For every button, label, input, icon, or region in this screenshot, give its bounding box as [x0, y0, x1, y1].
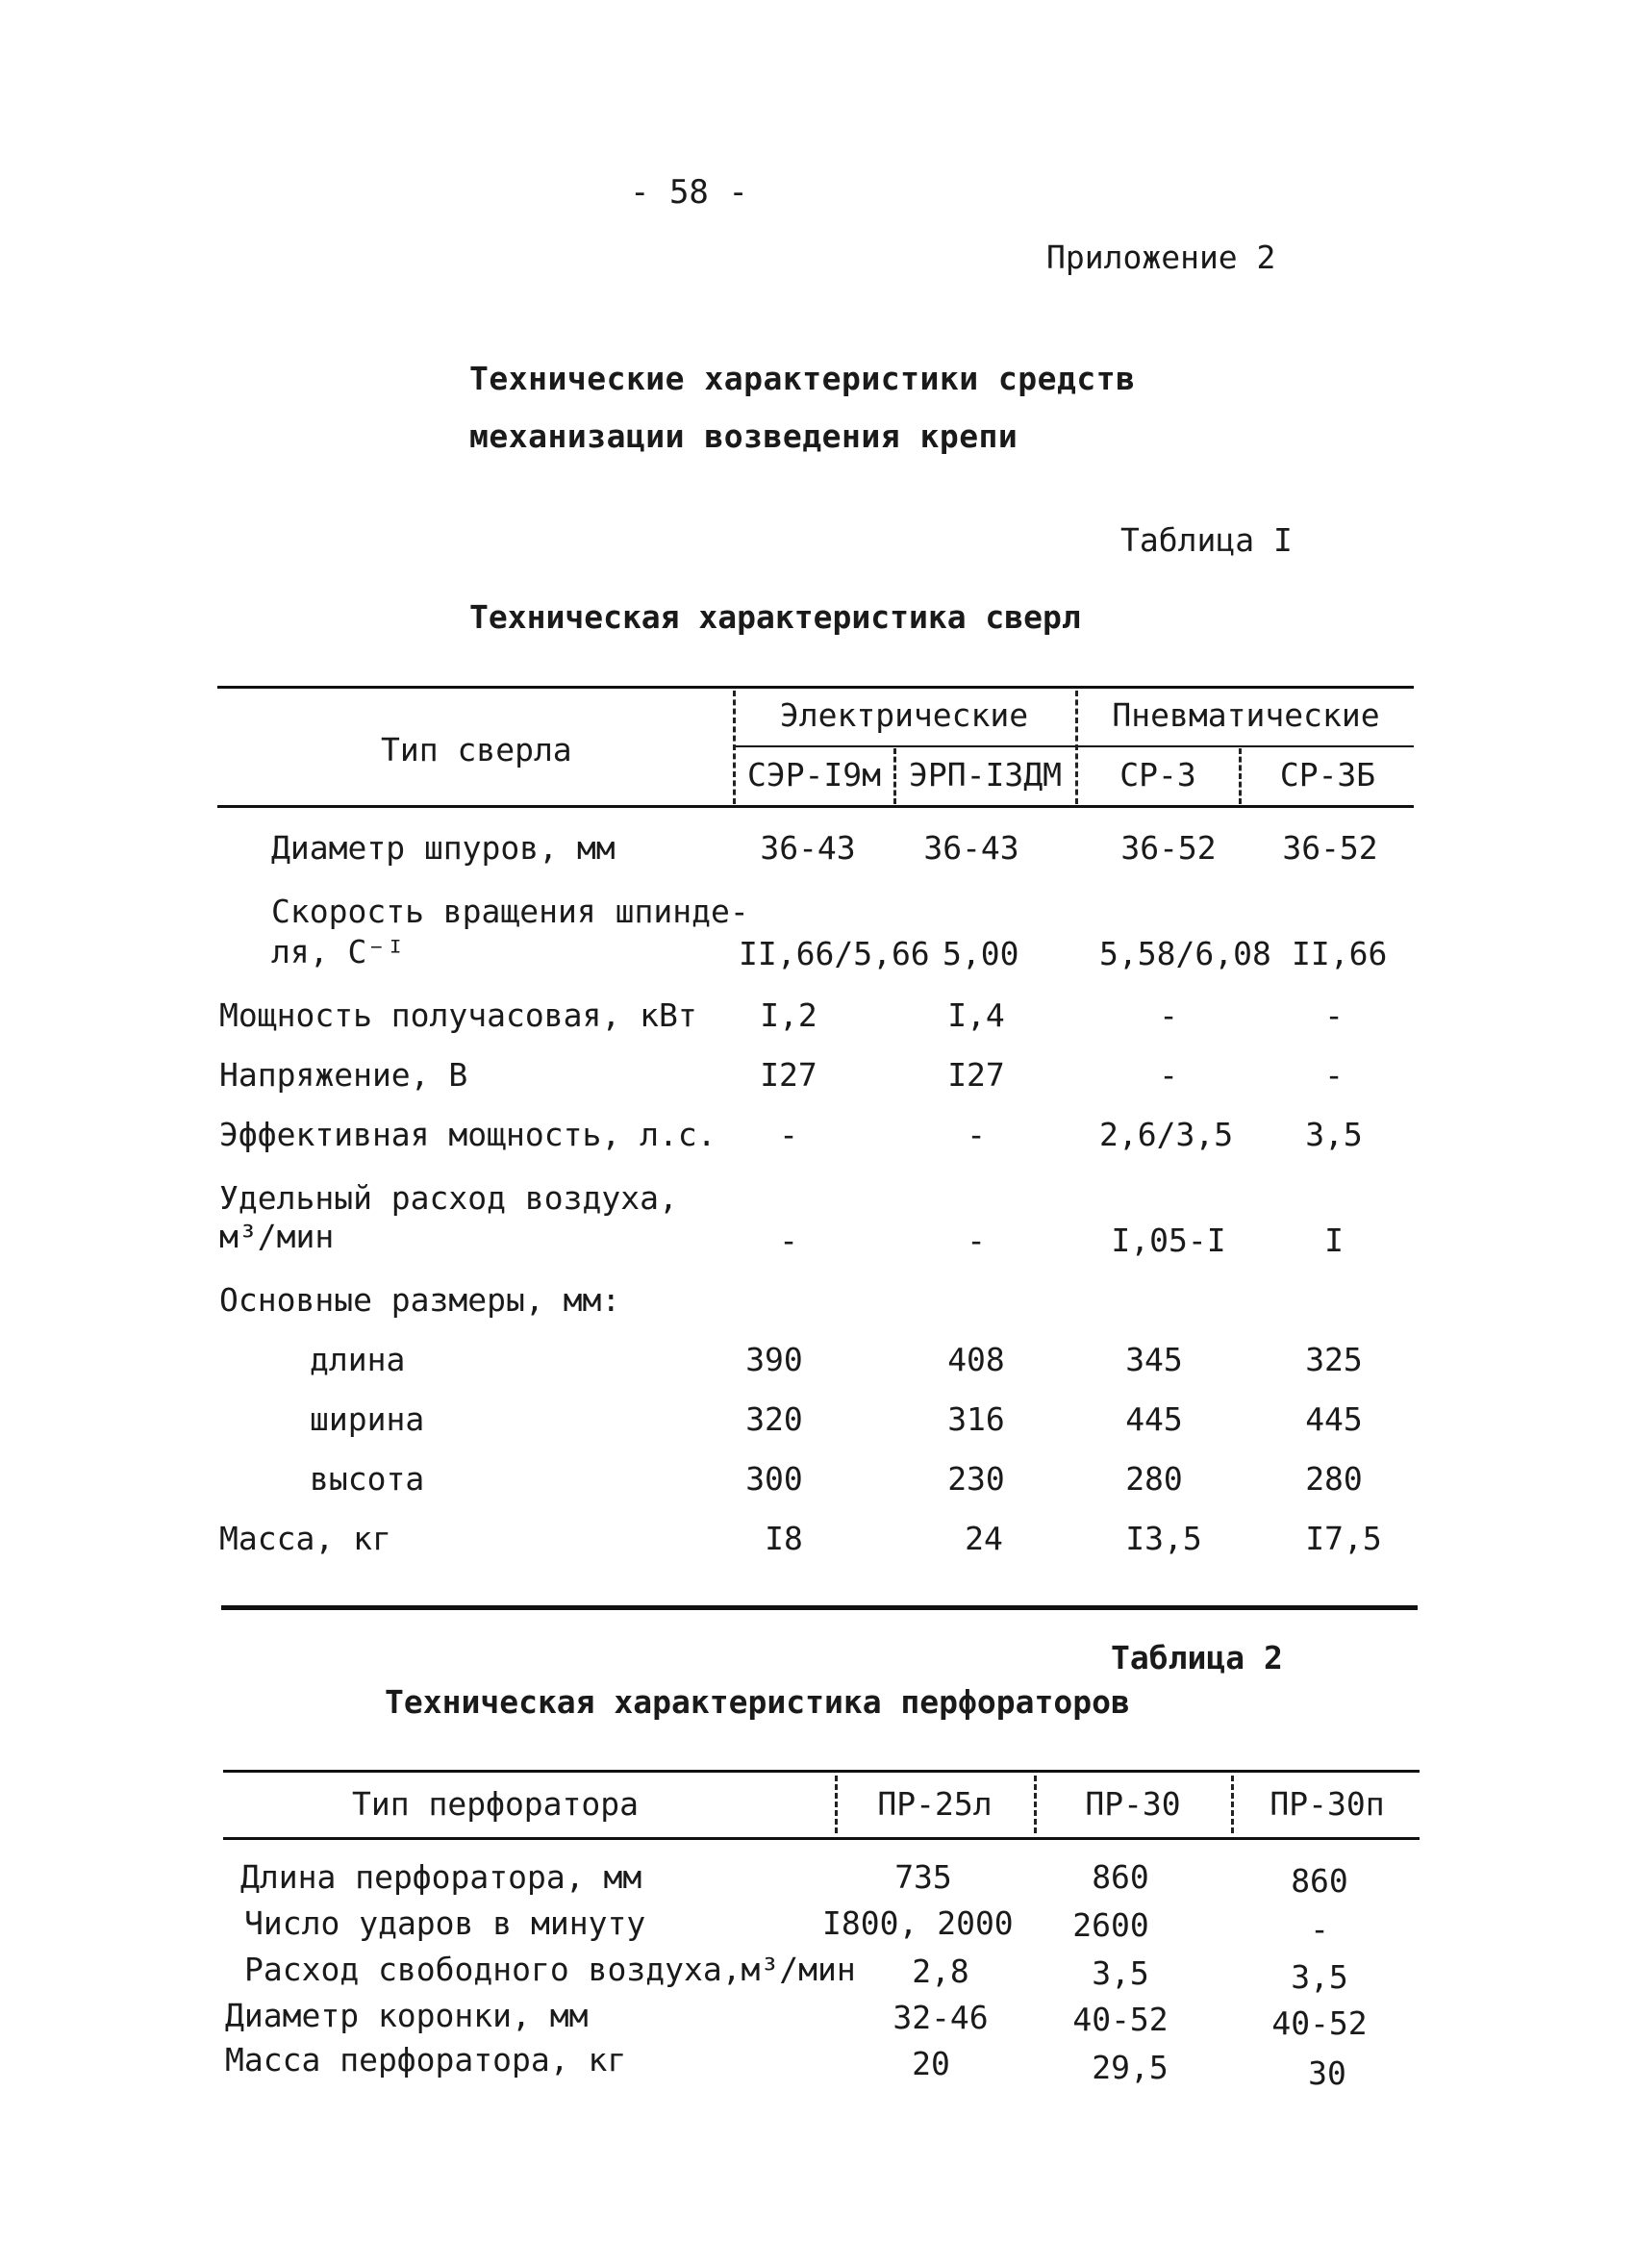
table1-cell: I8	[765, 1520, 803, 1557]
table2-cell: 2600	[1072, 1906, 1149, 1944]
table1-cell: 445	[1125, 1400, 1183, 1438]
table1-cell: 36-43	[760, 829, 856, 867]
table2-cell: 32-46	[892, 1999, 989, 2036]
table1-top-rule	[217, 686, 1414, 689]
table1-cell: -	[1159, 1056, 1178, 1094]
table2-cell: 3,5	[1291, 1958, 1348, 1996]
table2-cell: 40-52	[1271, 2004, 1368, 2042]
table1-cell: 320	[745, 1400, 803, 1438]
table1-row-label-cont: ля, С⁻ᴵ	[271, 933, 406, 970]
section-heading-line-1: Технические характеристики средств	[469, 360, 1136, 397]
table1-cell: 3,5	[1305, 1116, 1363, 1153]
table2-row-label: Длина перфоратора, мм	[240, 1858, 642, 1896]
table1-cell: 36-43	[923, 829, 1019, 867]
table1-cell: 445	[1305, 1400, 1363, 1438]
table1-cell: 5,58/6,08	[1099, 935, 1271, 972]
table2-cell: 735	[894, 1858, 952, 1896]
table1-cell: -	[967, 1116, 986, 1153]
table1-cell: I27	[760, 1056, 817, 1094]
table1-cell: I,4	[947, 996, 1005, 1034]
table1-title: Техническая характеристика сверл	[469, 598, 1081, 636]
table2-row-label: Число ударов в минуту	[244, 1904, 646, 1942]
table2-title: Техническая характеристика перфораторов	[385, 1683, 1130, 1721]
table2-model-header: ПР-30п	[1269, 1785, 1385, 1823]
table1-cell: I	[1324, 1222, 1344, 1259]
table1-cell: II,66/5,66	[739, 935, 930, 972]
table2-cell: 40-52	[1072, 2001, 1169, 2038]
table2-cell: 3,5	[1092, 1954, 1149, 1992]
table2-top-rule	[223, 1770, 1420, 1773]
table1-cell: I27	[947, 1056, 1005, 1094]
table1-cell: 316	[947, 1400, 1005, 1438]
table2-cell: -	[1310, 1910, 1329, 1948]
table1-row-label-cont: м³/мин	[219, 1218, 335, 1255]
table1-row-label: Эффективная мощность, л.с.	[219, 1116, 716, 1153]
table1-cell: I7,5	[1305, 1520, 1382, 1557]
table2-row-label: Диаметр коронки, мм	[225, 1997, 589, 2034]
table2-cell: 30	[1308, 2054, 1346, 2092]
table1-group-pneumatic: Пневматические	[1112, 696, 1380, 734]
table2-model-header: ПР-30	[1085, 1785, 1181, 1823]
table1-cell: 5,00	[943, 935, 1019, 972]
table2-row-label: Масса перфоратора, кг	[225, 2041, 627, 2079]
table1-cell: 36-52	[1282, 829, 1378, 867]
table1-cell: II,66	[1292, 935, 1388, 972]
table1-header-rule	[217, 805, 1414, 808]
table2-row-label: Расход свободного воздуха,м³/мин	[244, 1951, 856, 1988]
table1-model-header: СР-3	[1119, 756, 1196, 794]
table2-divider	[835, 1776, 838, 1833]
table1-cell: 345	[1125, 1341, 1183, 1378]
table1-cell: 325	[1305, 1341, 1363, 1378]
table1-model-header: СЭР-I9м	[746, 756, 882, 794]
table1-row-label: Скорость вращения шпинде-	[271, 893, 749, 930]
table1-cell: 24	[965, 1520, 1003, 1557]
table1-model-header: СР-3Б	[1279, 756, 1376, 794]
table1-bottom-rule	[221, 1605, 1418, 1610]
table1-cell: 280	[1305, 1460, 1363, 1498]
table2-divider	[1231, 1776, 1234, 1833]
section-heading-line-2: механизации возведения крепи	[469, 417, 1018, 455]
table1-row-label: Диаметр шпуров, мм	[271, 829, 616, 867]
table1-row-label: длина	[310, 1341, 406, 1378]
table1-cell: -	[1159, 996, 1178, 1034]
table1-cell: I,2	[760, 996, 817, 1034]
table1-row-label: Напряжение, В	[219, 1056, 468, 1094]
table1-cell: 36-52	[1120, 829, 1217, 867]
table2-model-header: ПР-25л	[877, 1785, 993, 1823]
appendix-label: Приложение 2	[1046, 239, 1276, 276]
table1-cell: 230	[947, 1460, 1005, 1498]
table1-model-header: ЭРП-I3ДМ	[909, 756, 1062, 794]
table1-cell: I3,5	[1125, 1520, 1202, 1557]
table1-cell: -	[779, 1116, 798, 1153]
table1-row-label: ширина	[310, 1400, 425, 1438]
table1-cell: -	[1324, 1056, 1344, 1094]
table1-cell: -	[1324, 996, 1344, 1034]
table2-cell: 20	[912, 2045, 950, 2082]
table1-type-header: Тип сверла	[381, 731, 572, 769]
table1-row-label: Удельный расход воздуха,	[219, 1179, 678, 1217]
table1-cell: 300	[745, 1460, 803, 1498]
table1-group-electric: Электрические	[779, 696, 1029, 734]
table1-cell: 280	[1125, 1460, 1183, 1498]
table2-type-header: Тип перфоратора	[352, 1785, 640, 1823]
table1-row-label: Масса, кг	[219, 1520, 391, 1557]
table2-divider	[1034, 1776, 1037, 1833]
table2-header-rule	[223, 1837, 1420, 1840]
table2-cell: 2,8	[912, 1953, 969, 1990]
table1-group-rule	[733, 745, 1414, 747]
table1-cell: I,05-I	[1111, 1222, 1226, 1259]
table2-cell: I800, 2000	[822, 1904, 1014, 1942]
table1-cell: 408	[947, 1341, 1005, 1378]
table2-cell: 860	[1291, 1862, 1348, 1900]
page-number: - 58 -	[630, 173, 748, 212]
table1-row-label: Основные размеры, мм:	[219, 1281, 621, 1319]
table1-cell: -	[967, 1222, 986, 1259]
table2-cell: 29,5	[1092, 2049, 1169, 2086]
table2-label: Таблица 2	[1111, 1639, 1283, 1676]
table1-cell: -	[779, 1222, 798, 1259]
table1-cell: 390	[745, 1341, 803, 1378]
table1-cell: 2,6/3,5	[1099, 1116, 1234, 1153]
table1-row-label: высота	[310, 1460, 425, 1498]
table1-label: Таблица I	[1120, 521, 1293, 559]
table1-row-label: Мощность получасовая, кВт	[219, 996, 697, 1034]
table2-cell: 860	[1092, 1858, 1149, 1896]
